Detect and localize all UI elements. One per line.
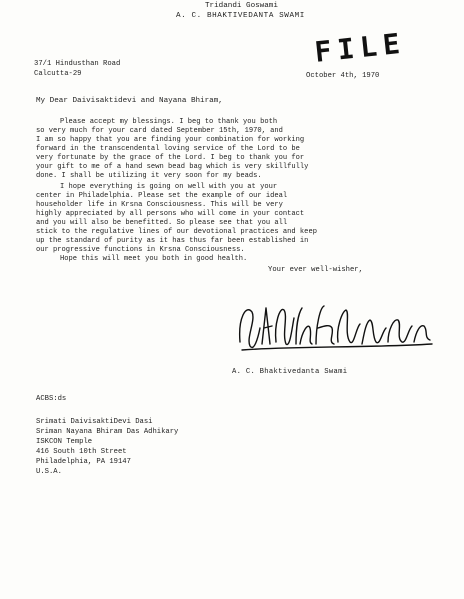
body-line: householder life in Krsna Consciousness. This will be very	[36, 201, 283, 209]
body-line: done. I shall be utilizing it very soon for my beads.	[36, 172, 262, 180]
body-line: I am so happy that you are finding your combination for working	[36, 136, 305, 144]
file-stamp: FILE	[313, 26, 408, 69]
body-line: highly appreciated by all persons who will come in your contact	[36, 210, 305, 218]
recipient-line: Sriman Nayana Bhiram Das Adhikary	[36, 428, 179, 436]
typist-initials: ACBS:ds	[36, 395, 67, 403]
typed-signature-name: A. C. Bhaktivedanta Swami	[232, 368, 348, 376]
body-line: forward in the transcendental loving service of the Lord to be	[36, 145, 300, 153]
closing: Your ever well-wisher,	[268, 266, 363, 274]
sender-address-line-1: 37/1 Hindusthan Road	[34, 60, 121, 68]
handwritten-signature	[236, 298, 436, 356]
body-line: very fortunate by the grace of the Lord. I beg to thank you for	[36, 154, 305, 162]
salutation: My Dear Daivisaktidevi and Nayana Bhiram,	[36, 97, 223, 105]
body-line: our progressive functions in Krsna Consciousness.	[36, 246, 245, 254]
body-line: I hope everything is going on well with you at your	[60, 183, 278, 191]
recipient-line: Philadelphia, PA 19147	[36, 458, 131, 466]
body-line: Please accept my blessings. I beg to thank you both	[60, 118, 278, 126]
body-line: up the standard of purity as it has thus far been established in	[36, 237, 309, 245]
recipient-line: Srimati DaivisaktiDevi Dasi	[36, 418, 153, 426]
body-line: and you will also be benefitted. So please see that you all	[36, 219, 288, 227]
sender-address-line-2: Calcutta-29	[34, 70, 82, 78]
body-line: your gift to me of a hand sewn bead bag which is very skillfully	[36, 163, 309, 171]
recipient-line: U.S.A.	[36, 468, 62, 476]
recipient-line: 416 South 10th Street	[36, 448, 127, 456]
letterhead-title: Tridandi Goswami	[205, 2, 278, 10]
letterhead-name: A. C. BHAKTIVEDANTA SWAMI	[176, 12, 305, 20]
letter-date: October 4th, 1970	[306, 72, 380, 80]
body-line: stick to the regulative lines of our devotional practices and keep	[36, 228, 317, 236]
body-line: Hope this will meet you both in good health.	[60, 255, 248, 263]
body-line: so very much for your card dated September 15th, 1970, and	[36, 127, 283, 135]
recipient-line: ISKCON Temple	[36, 438, 93, 446]
body-line: center in Philadelphia. Please set the example of our ideal	[36, 192, 288, 200]
